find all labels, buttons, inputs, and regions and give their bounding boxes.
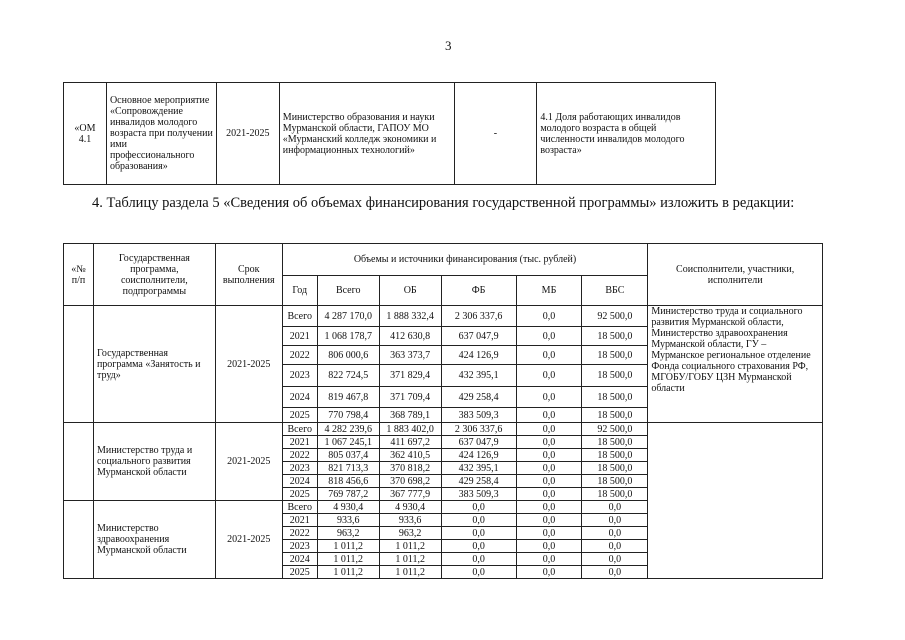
amount-cell: 770 798,4: [317, 408, 379, 423]
year-cell: 2025: [282, 488, 317, 501]
year-cell: 2024: [282, 475, 317, 488]
amount-cell: 4 930,4: [317, 501, 379, 514]
year-cell: 2023: [282, 365, 317, 387]
header-ob: ОБ: [379, 276, 441, 306]
amount-cell: 0,0: [582, 501, 648, 514]
amount-cell: 0,0: [516, 423, 582, 436]
amount-cell: 18 500,0: [582, 387, 648, 408]
amount-cell: 1 011,2: [317, 540, 379, 553]
amount-cell: 1 068 178,7: [317, 327, 379, 346]
amount-cell: 769 787,2: [317, 488, 379, 501]
amount-cell: 18 500,0: [582, 462, 648, 475]
group-number: [64, 423, 94, 501]
amount-cell: 4 282 239,6: [317, 423, 379, 436]
group-number: [64, 306, 94, 423]
amount-cell: 1 011,2: [379, 540, 441, 553]
group-coexecutors: Министерство труда и социального развития Мурманской области, Министерство здравоохранения Мурманской области, ГУ – Мурманское региональное отделение Фонда социального страхования РФ, МГОБУ/ГОБУ ЦЗН Мурманской области: [648, 306, 823, 423]
group-number: [64, 501, 94, 579]
amount-cell: 806 000,6: [317, 346, 379, 365]
amount-cell: 0,0: [516, 306, 582, 327]
amount-cell: 1 011,2: [379, 566, 441, 579]
amount-cell: 2 306 337,6: [441, 306, 516, 327]
year-cell: 2022: [282, 449, 317, 462]
amount-cell: 0,0: [441, 514, 516, 527]
amount-cell: 822 724,5: [317, 365, 379, 387]
measure-table: [63, 82, 716, 185]
amount-cell: 0,0: [441, 540, 516, 553]
amount-cell: 805 037,4: [317, 449, 379, 462]
amount-cell: 0,0: [516, 514, 582, 527]
amount-cell: 0,0: [516, 436, 582, 449]
group-term: 2021-2025: [215, 423, 282, 501]
measure-number: «ОМ 4.1: [64, 83, 107, 185]
amount-cell: 963,2: [379, 527, 441, 540]
amount-cell: 0,0: [516, 365, 582, 387]
section-heading: 4. Таблицу раздела 5 «Сведения об объемах финансирования государственной программы» изложить в редакции:: [92, 195, 795, 211]
amount-cell: 370 698,2: [379, 475, 441, 488]
header-vbs: ВБС: [582, 276, 648, 306]
amount-cell: 0,0: [441, 501, 516, 514]
amount-cell: 363 373,7: [379, 346, 441, 365]
amount-cell: 0,0: [516, 540, 582, 553]
amount-cell: 1 011,2: [379, 553, 441, 566]
amount-cell: 0,0: [582, 514, 648, 527]
header-coexecutors: Соисполнители, участники, исполнители: [648, 244, 823, 306]
amount-cell: 0,0: [582, 566, 648, 579]
measure-term: 2021-2025: [216, 83, 279, 185]
amount-cell: 18 500,0: [582, 346, 648, 365]
amount-cell: 383 509,3: [441, 488, 516, 501]
group-name: Государственная программа «Занятость и труд»: [93, 306, 215, 423]
amount-cell: 637 047,9: [441, 436, 516, 449]
measure-row: [64, 83, 716, 185]
year-cell: 2021: [282, 514, 317, 527]
amount-cell: 0,0: [516, 327, 582, 346]
amount-cell: 92 500,0: [582, 423, 648, 436]
finance-table: [63, 243, 823, 579]
amount-cell: 0,0: [516, 346, 582, 365]
amount-cell: 371 709,4: [379, 387, 441, 408]
group-term: 2021-2025: [215, 501, 282, 579]
group-term: 2021-2025: [215, 306, 282, 423]
amount-cell: 1 011,2: [317, 553, 379, 566]
amount-cell: 933,6: [317, 514, 379, 527]
year-cell: 2022: [282, 346, 317, 365]
amount-cell: 18 500,0: [582, 365, 648, 387]
amount-cell: 411 697,2: [379, 436, 441, 449]
year-cell: 2023: [282, 462, 317, 475]
measure-indicator: 4.1 Доля работающих инвалидов молодого возраста в общей численности инвалидов молодого возраста»: [537, 83, 716, 185]
amount-cell: 0,0: [441, 566, 516, 579]
amount-cell: 0,0: [516, 553, 582, 566]
amount-cell: 412 630,8: [379, 327, 441, 346]
amount-cell: 0,0: [516, 488, 582, 501]
header-volumes: Объемы и источники финансирования (тыс. рублей): [282, 244, 648, 276]
year-cell: 2021: [282, 327, 317, 346]
amount-cell: 370 818,2: [379, 462, 441, 475]
amount-cell: 0,0: [516, 408, 582, 423]
amount-cell: 0,0: [516, 462, 582, 475]
amount-cell: 362 410,5: [379, 449, 441, 462]
amount-cell: 818 456,6: [317, 475, 379, 488]
measure-dash: -: [454, 83, 537, 185]
header-total: Всего: [317, 276, 379, 306]
amount-cell: 0,0: [582, 527, 648, 540]
amount-cell: 1 888 332,4: [379, 306, 441, 327]
year-cell: 2025: [282, 566, 317, 579]
amount-cell: 821 713,3: [317, 462, 379, 475]
amount-cell: 0,0: [516, 527, 582, 540]
year-cell: Всего: [282, 501, 317, 514]
amount-cell: 963,2: [317, 527, 379, 540]
amount-cell: 819 467,8: [317, 387, 379, 408]
measure-executor: Министерство образования и науки Мурманской области, ГАПОУ МО «Мурманский колледж экономики и информационных технологий»: [279, 83, 454, 185]
finance-row: [64, 423, 823, 436]
amount-cell: 0,0: [582, 540, 648, 553]
amount-cell: 18 500,0: [582, 436, 648, 449]
year-cell: 2023: [282, 540, 317, 553]
amount-cell: 18 500,0: [582, 327, 648, 346]
amount-cell: 0,0: [516, 475, 582, 488]
amount-cell: 0,0: [516, 501, 582, 514]
header-year: Год: [282, 276, 317, 306]
amount-cell: 2 306 337,6: [441, 423, 516, 436]
amount-cell: 18 500,0: [582, 408, 648, 423]
amount-cell: 0,0: [516, 449, 582, 462]
amount-cell: 92 500,0: [582, 306, 648, 327]
amount-cell: 18 500,0: [582, 449, 648, 462]
year-cell: 2021: [282, 436, 317, 449]
finance-row: [64, 306, 823, 327]
amount-cell: 432 395,1: [441, 462, 516, 475]
amount-cell: 383 509,3: [441, 408, 516, 423]
amount-cell: 424 126,9: [441, 449, 516, 462]
amount-cell: 0,0: [516, 566, 582, 579]
amount-cell: 0,0: [582, 553, 648, 566]
amount-cell: 18 500,0: [582, 488, 648, 501]
year-cell: 2024: [282, 387, 317, 408]
amount-cell: 0,0: [441, 527, 516, 540]
amount-cell: 4 930,4: [379, 501, 441, 514]
amount-cell: 429 258,4: [441, 387, 516, 408]
year-cell: Всего: [282, 306, 317, 327]
amount-cell: 637 047,9: [441, 327, 516, 346]
amount-cell: 0,0: [441, 553, 516, 566]
header-fb: ФБ: [441, 276, 516, 306]
amount-cell: 368 789,1: [379, 408, 441, 423]
amount-cell: 933,6: [379, 514, 441, 527]
group-name: Министерство здравоохранения Мурманской области: [93, 501, 215, 579]
amount-cell: 367 777,9: [379, 488, 441, 501]
group-name: Министерство труда и социального развития Мурманской области: [93, 423, 215, 501]
amount-cell: 424 126,9: [441, 346, 516, 365]
amount-cell: 0,0: [516, 387, 582, 408]
amount-cell: 371 829,4: [379, 365, 441, 387]
year-cell: 2025: [282, 408, 317, 423]
header-term: Срок выполнения: [215, 244, 282, 306]
measure-name: Основное мероприятие «Сопровождение инвалидов молодого возраста при получении ими профессионального образования»: [106, 83, 216, 185]
amount-cell: 4 287 170,0: [317, 306, 379, 327]
amount-cell: 432 395,1: [441, 365, 516, 387]
amount-cell: 1 067 245,1: [317, 436, 379, 449]
amount-cell: 1 883 402,0: [379, 423, 441, 436]
amount-cell: 429 258,4: [441, 475, 516, 488]
amount-cell: 1 011,2: [317, 566, 379, 579]
page-number: 3: [445, 38, 452, 53]
group-coexecutors-empty: [648, 423, 823, 579]
year-cell: 2022: [282, 527, 317, 540]
header-mb: МБ: [516, 276, 582, 306]
year-cell: Всего: [282, 423, 317, 436]
header-program: Государственная программа, соисполнители, подпрограммы: [93, 244, 215, 306]
amount-cell: 18 500,0: [582, 475, 648, 488]
header-number: «№ п/п: [64, 244, 94, 306]
year-cell: 2024: [282, 553, 317, 566]
